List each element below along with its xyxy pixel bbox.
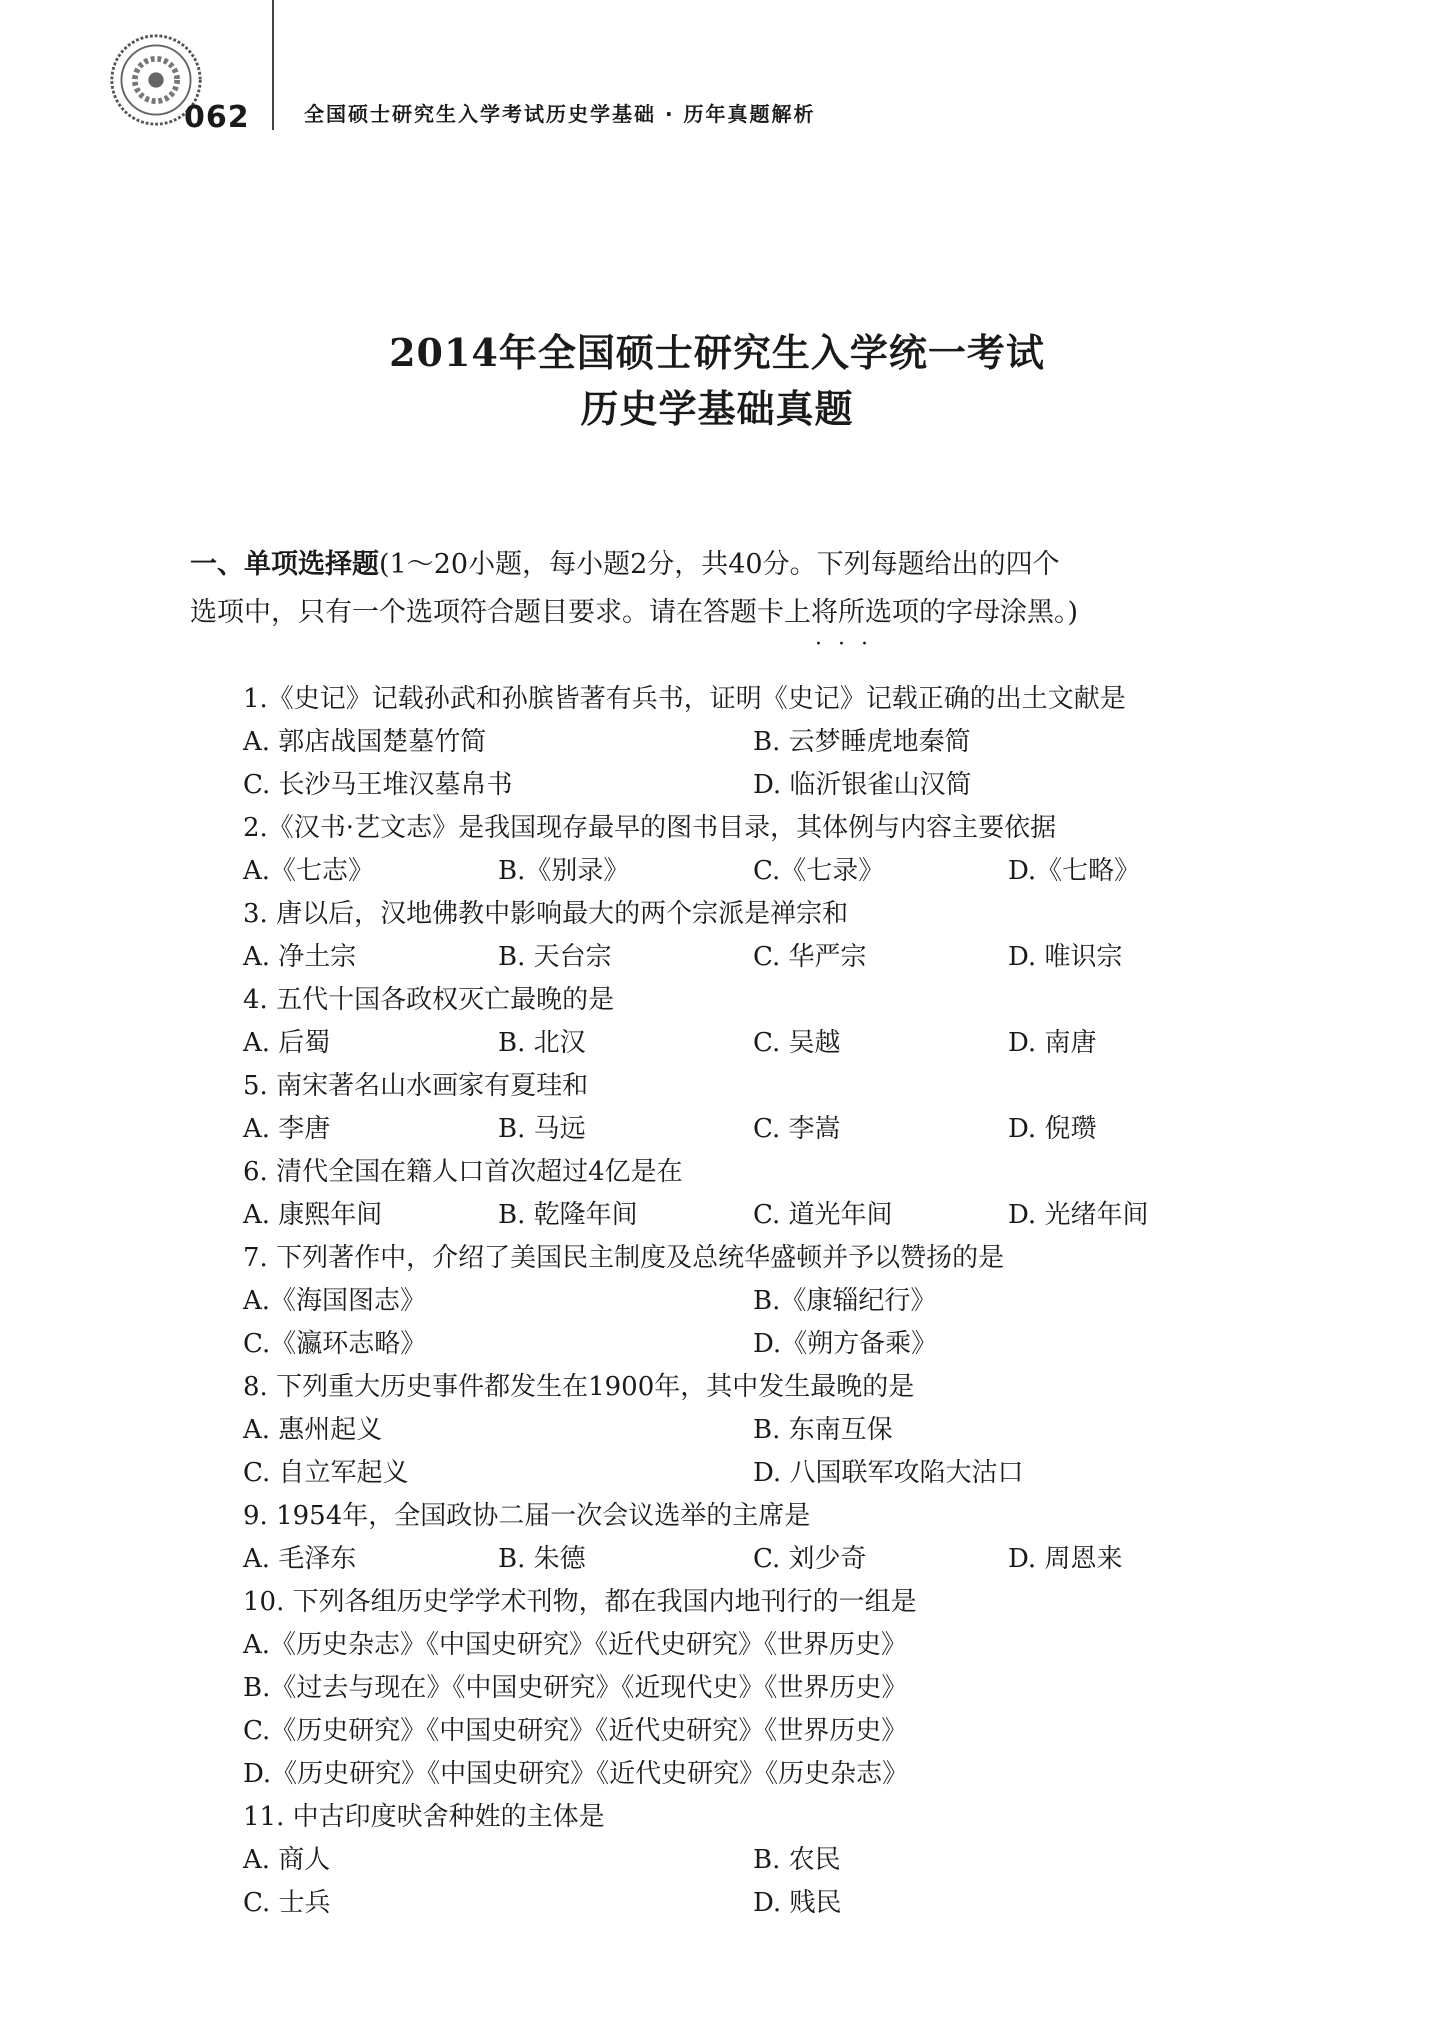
- question-5-option-c: C. 李嵩: [753, 1114, 841, 1144]
- question-1-stem: 1.《史记》记载孙武和孙膑皆著有兵书，证明《史记》记载正确的出土文献是: [243, 684, 1126, 714]
- instruction-text-2: 选项中，只有一个选项符合题目要求。请在答题卡上将所选项的字母涂黑。): [190, 597, 1079, 628]
- question-4-option-a: A. 后蜀: [243, 1028, 331, 1058]
- question-1-option-c: C. 长沙马王堆汉墓帛书: [243, 770, 513, 800]
- question-10-option-d: D.《历史研究》《中国史研究》《近代史研究》《历史杂志》: [243, 1759, 909, 1789]
- question-5-stem: 5. 南宋著名山水画家有夏珪和: [243, 1071, 589, 1101]
- question-8-options-row1: [243, 1409, 1293, 1452]
- question-2-options: [243, 850, 1293, 893]
- question-10-stem: 10. 下列各组历史学学术刊物，都在我国内地刊行的一组是: [243, 1587, 917, 1617]
- question-2-option-b: B.《别录》: [498, 856, 630, 886]
- question-7-option-d: D.《朔方备乘》: [753, 1329, 938, 1359]
- question-10-option-c: C.《历史研究》《中国史研究》《近代史研究》《世界历史》: [243, 1716, 908, 1746]
- question-9-option-a: A. 毛泽东: [243, 1544, 357, 1574]
- question-11-options-row1: [243, 1839, 1293, 1882]
- question-4-options: [243, 1022, 1293, 1065]
- question-6-stem: 6. 清代全国在籍人口首次超过4亿是在: [243, 1157, 683, 1187]
- question-8-option-d: D. 八国联军攻陷大沽口: [753, 1458, 1024, 1488]
- question-7-options-row2: [243, 1323, 1293, 1366]
- section-instruction-line2: [190, 588, 1300, 638]
- question-5-option-a: A. 李唐: [243, 1114, 331, 1144]
- question-9-options: [243, 1538, 1293, 1581]
- question-4-option-c: C. 吴越: [753, 1028, 841, 1058]
- question-8-option-c: C. 自立军起义: [243, 1458, 409, 1488]
- question-8-stem: 8. 下列重大历史事件都发生在1900年，其中发生最晚的是: [243, 1372, 915, 1402]
- question-4-option-b: B. 北汉: [498, 1028, 586, 1058]
- question-2-option-a: A.《七志》: [243, 856, 375, 886]
- section-heading: 一、单项选择题: [190, 549, 379, 580]
- question-11-options-row2: [243, 1882, 1293, 1925]
- question-5-options: [243, 1108, 1293, 1151]
- question-3-option-b: B. 天台宗: [498, 942, 612, 972]
- page-number: 062: [184, 100, 250, 135]
- question-6-option-b: B. 乾隆年间: [498, 1200, 638, 1230]
- emphasis-marks: ···: [815, 632, 884, 657]
- question-9-option-c: C. 刘少奇: [753, 1544, 867, 1574]
- question-6-option-a: A. 康熙年间: [243, 1200, 383, 1230]
- question-7-option-c: C.《瀛环志略》: [243, 1329, 427, 1359]
- question-1-option-a: A. 郭店战国楚墓竹简: [243, 727, 487, 757]
- question-9-stem: 9. 1954年，全国政协二届一次会议选举的主席是: [243, 1501, 811, 1531]
- document-title: 2014年全国硕士研究生入学统一考试: [389, 330, 1045, 375]
- running-title: 全国硕士研究生入学考试历史学基础 · 历年真题解析: [304, 102, 816, 126]
- instruction-text-1: (1～20小题，每小题2分，共40分。下列每题给出的四个: [379, 549, 1060, 580]
- question-5-option-d: D. 倪瓒: [1008, 1114, 1097, 1144]
- question-3-option-c: C. 华严宗: [753, 942, 867, 972]
- question-11-stem: 11. 中古印度吠舍种姓的主体是: [243, 1802, 605, 1832]
- question-8-option-a: A. 惠州起义: [243, 1415, 383, 1445]
- question-11-option-d: D. 贱民: [753, 1888, 842, 1918]
- question-2-option-d: D.《七略》: [1008, 856, 1141, 886]
- question-11-option-c: C. 士兵: [243, 1888, 331, 1918]
- question-5-option-b: B. 马远: [498, 1114, 586, 1144]
- header-divider: [272, 0, 274, 130]
- question-3-option-a: A. 净土宗: [243, 942, 357, 972]
- question-3-stem: 3. 唐以后，汉地佛教中影响最大的两个宗派是禅宗和: [243, 899, 849, 929]
- question-4-stem: 4. 五代十国各政权灭亡最晚的是: [243, 985, 615, 1015]
- question-2-option-c: C.《七录》: [753, 856, 885, 886]
- question-7-stem: 7. 下列著作中，介绍了美国民主制度及总统华盛顿并予以赞扬的是: [243, 1243, 1005, 1273]
- question-1-option-d: D. 临沂银雀山汉简: [753, 770, 972, 800]
- question-6-option-c: C. 道光年间: [753, 1200, 893, 1230]
- question-3-options: [243, 936, 1293, 979]
- question-list: [243, 678, 1293, 1925]
- question-1-options-row2: [243, 764, 1293, 807]
- question-11-option-b: B. 农民: [753, 1845, 841, 1875]
- question-1-options-row1: [243, 721, 1293, 764]
- question-10-option-b: B.《过去与现在》《中国史研究》《近现代史》《世界历史》: [243, 1673, 908, 1703]
- question-9-option-d: D. 周恩来: [1008, 1544, 1123, 1574]
- question-9-option-b: B. 朱德: [498, 1544, 586, 1574]
- question-7-options-row1: [243, 1280, 1293, 1323]
- question-10-option-a: A.《历史杂志》《中国史研究》《近代史研究》《世界历史》: [243, 1630, 908, 1660]
- section-instruction-line1: [190, 540, 1300, 590]
- question-4-option-d: D. 南唐: [1008, 1028, 1097, 1058]
- question-6-option-d: D. 光绪年间: [1008, 1200, 1149, 1230]
- question-8-option-b: B. 东南互保: [753, 1415, 893, 1445]
- question-1-option-b: B. 云梦睡虎地秦简: [753, 727, 971, 757]
- question-7-option-b: B.《康辎纪行》: [753, 1286, 937, 1316]
- question-7-option-a: A.《海国图志》: [243, 1286, 427, 1316]
- question-3-option-d: D. 唯识宗: [1008, 942, 1123, 972]
- question-8-options-row2: [243, 1452, 1293, 1495]
- question-6-options: [243, 1194, 1293, 1237]
- question-11-option-a: A. 商人: [243, 1845, 331, 1875]
- document-subtitle: 历史学基础真题: [580, 386, 854, 431]
- question-2-stem: 2.《汉书·艺文志》是我国现存最早的图书目录，其体例与内容主要依据: [243, 813, 1057, 843]
